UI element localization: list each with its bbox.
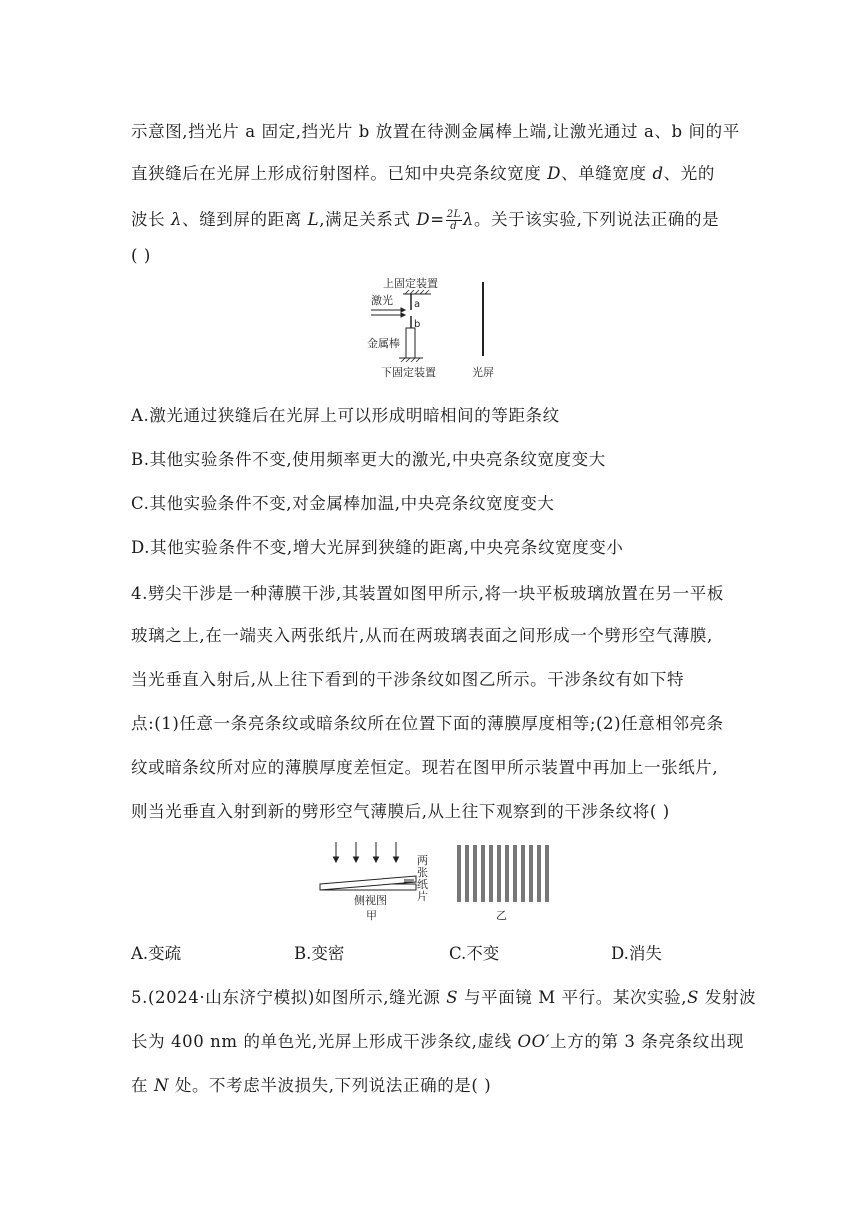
q5-text-segment: 长为 400 nm 的单色光,光屏上形成干涉条纹,虚线: [131, 1032, 518, 1051]
q3-text-line-1: 示意图,挡光片 a 固定,挡光片 b 放置在待测金属棒上端,让激光通过 a、b 间的平: [131, 122, 740, 141]
label-side-view: 侧视图: [354, 894, 387, 907]
metal-rod: [406, 328, 415, 358]
q4-text-line-2: 玻璃之上,在一端夹入两张纸片,从而在两玻璃表面之间形成一个劈形空气薄膜,: [131, 626, 713, 645]
label-paper-char: 片: [417, 890, 428, 903]
slit-apparatus-figure: [355, 272, 515, 387]
q3-text-line-3: [131, 206, 719, 232]
q3-text-segment: 、单缝宽度: [561, 164, 653, 183]
label-paper-char: 纸: [417, 878, 428, 891]
q3-option-d: D.其他实验条件不变,增大光屏到狭缝的距离,中央亮条纹宽度变小: [131, 538, 624, 557]
q4-text-line-3: 当光垂直入射后,从上往下看到的干涉条纹如图乙所示。干涉条纹有如下特: [131, 670, 685, 689]
var-OO: OO′: [517, 1032, 551, 1051]
label-b: b: [414, 319, 421, 330]
var-N: N: [153, 1076, 169, 1095]
q5-text-segment: 5.(2024·山东济宁模拟)如图所示,缝光源: [131, 988, 447, 1007]
q4-text-line-5: 纹或暗条纹所对应的薄膜厚度差恒定。现若在图甲所示装置中再加上一张纸片,: [131, 758, 719, 777]
q5-text-line-1: [131, 984, 756, 1008]
q3-text-segment: 、缝到屏的距离: [182, 210, 308, 229]
wedge-interference-figure: [312, 838, 562, 928]
label-screen: 光屏: [472, 366, 494, 379]
q5-text-line-3: [131, 1072, 491, 1096]
label-rod: 金属棒: [367, 337, 400, 350]
q3-option-a: A.激光通过狭缝后在光屏上可以形成明暗相间的等距条纹: [131, 406, 560, 425]
q3-text-segment: ,满足关系式: [319, 210, 417, 229]
top-fixture-hatch: [405, 290, 429, 294]
answer-blank: ( ): [131, 246, 151, 265]
q5-text-segment: 在: [131, 1076, 154, 1095]
var-L: L: [307, 210, 320, 229]
q5-text-line-2: [131, 1028, 744, 1052]
q4-option-c: C.不变: [449, 944, 500, 963]
formula-equals: =: [430, 210, 445, 229]
formula-D: D: [416, 210, 431, 229]
q3-text-segment: 。关于该实验,下列说法正确的是: [473, 210, 720, 229]
q3-text-segment: 直狭缝后在光屏上形成衍射图样。已知中央亮条纹宽度: [131, 164, 548, 183]
q5-text-segment: 处。不考虑半波损失,下列说法正确的是( ): [169, 1076, 492, 1095]
q4-option-d: D.消失: [611, 944, 662, 963]
formula-lambda: λ: [462, 210, 474, 229]
var-lambda: λ: [171, 210, 183, 229]
label-paper-char: 两: [417, 854, 428, 867]
label-paper-char: 张: [417, 866, 428, 879]
incident-light-arrows-icon: [334, 842, 399, 862]
q5-text-segment: 与平面镜 M 平行。某次实验,: [458, 988, 688, 1007]
var-d: d: [652, 164, 664, 183]
label-bottom-fixture: 下固定装置: [381, 366, 436, 379]
q4-option-a: A.变疏: [131, 944, 182, 963]
fraction-denominator: d: [450, 221, 458, 232]
q3-text-segment: 波长: [131, 210, 172, 229]
label-yi: 乙: [496, 909, 507, 922]
q3-text-line-2: [131, 160, 715, 184]
label-laser: 激光: [371, 294, 393, 307]
var-S: S: [446, 988, 459, 1007]
q3-text-segment: 、光的: [663, 164, 715, 183]
var-S: S: [687, 988, 700, 1007]
q5-text-segment: 发射波: [699, 988, 757, 1007]
label-jia: 甲: [366, 909, 377, 922]
var-D: D: [547, 164, 562, 183]
fraction-numerator: 2L: [446, 209, 461, 220]
q4-text-line-4: 点:(1)任意一条亮条纹或暗条纹所在位置下面的薄膜厚度相等;(2)任意相邻亮条: [131, 714, 724, 733]
formula-fraction: [446, 209, 462, 232]
interference-fringes: [457, 845, 549, 902]
q4-text-line-6: 则当光垂直入射到新的劈形空气薄膜后,从上往下观察到的干涉条纹将( ): [131, 802, 670, 821]
q4-text-line-1: 4.劈尖干涉是一种薄膜干涉,其装置如图甲所示,将一块平板玻璃放置在另一平板: [131, 584, 724, 603]
label-top-fixture: 上固定装置: [383, 277, 438, 290]
q5-text-segment: 上方的第 3 条亮条纹出现: [550, 1032, 744, 1051]
q3-option-c: C.其他实验条件不变,对金属棒加温,中央亮条纹宽度变大: [131, 494, 555, 513]
bottom-fixture-hatch: [401, 358, 420, 362]
label-a: a: [414, 299, 421, 310]
q3-option-b: B.其他实验条件不变,使用频率更大的激光,中央亮条纹宽度变大: [131, 450, 606, 469]
laser-arrows-icon: [371, 308, 405, 317]
q4-option-b: B.变密: [294, 944, 345, 963]
